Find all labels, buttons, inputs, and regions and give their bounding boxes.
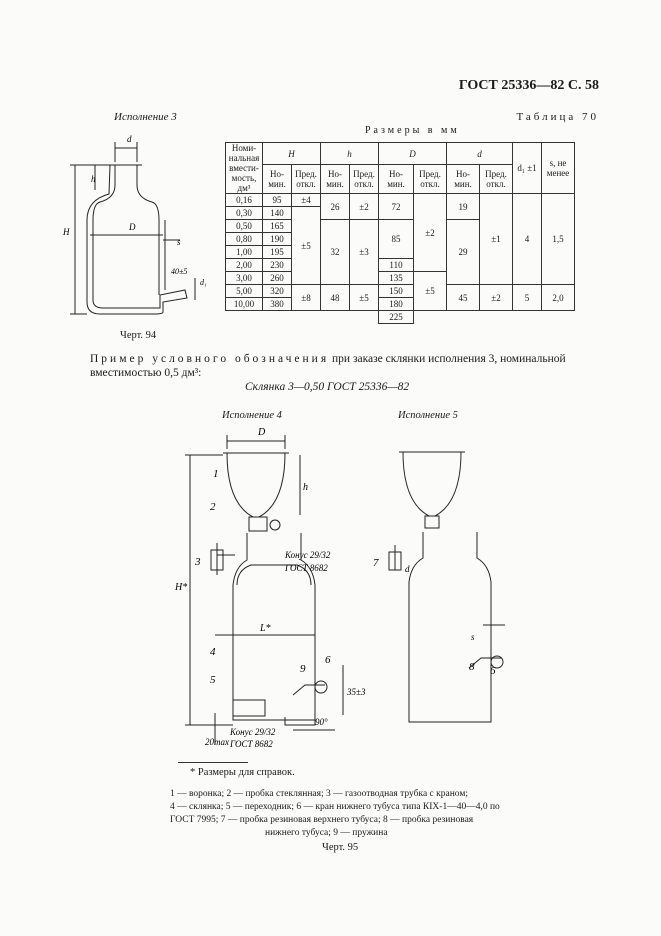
apparatus-drawing-variant4 — [175, 425, 380, 765]
variant5-title: Исполнение 5 — [398, 410, 458, 421]
legend-line-2: 4 — склянка; 5 — переходник; 6 — кран нижнего тубуса типа КIХ-1—40—4,0 по — [170, 802, 500, 812]
v5-callout-6: 6 — [490, 665, 496, 677]
th-nom: Но-мин. — [263, 165, 292, 194]
th-s: s, не менее — [542, 143, 575, 194]
cell: 3,00 — [226, 272, 263, 285]
cell: 26 — [321, 194, 350, 220]
cell: 2,0 — [542, 285, 575, 311]
cell: ±5 — [292, 207, 321, 285]
cell: 380 — [263, 298, 292, 311]
th-H: H — [263, 143, 321, 165]
apparatus-drawing-variant5 — [365, 440, 525, 740]
th-d: d — [447, 143, 513, 165]
v5-label-s: s — [471, 632, 475, 642]
figure-caption-95: Черт. 95 — [322, 842, 359, 853]
th-d1: d₁ ±1 — [513, 143, 542, 194]
cell: 0,16 — [226, 194, 263, 207]
cell: 19 — [447, 194, 480, 220]
legend-line-4: нижнего тубуса; 9 — пружина — [265, 828, 388, 838]
cell: 95 — [263, 194, 292, 207]
th-nom: Но-мин. — [321, 165, 350, 194]
v4-label-D: D — [258, 427, 266, 438]
cell: ±2 — [414, 194, 447, 272]
cell: 0,80 — [226, 233, 263, 246]
v5-label-d: d — [405, 564, 410, 574]
variant3-caption: Черт. 94 — [120, 330, 157, 341]
cell: 320 — [263, 285, 292, 298]
example-paragraph — [90, 352, 600, 380]
variant4-title: Исполнение 4 — [222, 410, 282, 421]
cell: 195 — [263, 246, 292, 259]
footnote-rule — [178, 762, 248, 763]
legend — [170, 788, 515, 840]
v3-label-angle: 40±5 — [171, 267, 188, 276]
legend-line-3: ГОСТ 7995; 7 — пробка резиновая верхнего тубуса; 8 — пробка резиновая — [170, 815, 474, 825]
th-dev: Пред. откл. — [292, 165, 321, 194]
cell: 260 — [263, 272, 292, 285]
cell: 45 — [447, 285, 480, 311]
cell: ±1 — [480, 194, 513, 285]
cell: 225 — [379, 311, 414, 324]
variant3-title: Исполнение 3 — [114, 111, 177, 123]
v4-callout-4: 4 — [210, 646, 216, 658]
cell: 5 — [513, 285, 542, 311]
v4-dim20: 20max — [205, 737, 229, 747]
cell: 85 — [379, 220, 414, 259]
cell: 0,50 — [226, 220, 263, 233]
v4-label-H: H* — [175, 582, 188, 593]
v4-label-h: h — [303, 482, 308, 493]
cell: 48 — [321, 285, 350, 311]
cell: ±2 — [350, 194, 379, 220]
v4-callout-5: 5 — [210, 674, 216, 686]
footnote: * Размеры для справок. — [190, 767, 295, 778]
th-nom: Но-мин. — [379, 165, 414, 194]
cell: 10,00 — [226, 298, 263, 311]
cell: ±5 — [414, 272, 447, 311]
cell: 165 — [263, 220, 292, 233]
flask-drawing-variant3 — [55, 130, 225, 330]
cell: 29 — [447, 220, 480, 285]
cell: ±2 — [480, 285, 513, 311]
th-volume: Номи-нальная вмести-мость, дм³ — [226, 143, 263, 194]
v4-callout-6: 6 — [325, 654, 331, 666]
table-title: Таблица 70 — [516, 111, 599, 123]
v3-label-h: h — [91, 174, 96, 184]
v4-callout-1: 1 — [213, 468, 219, 480]
v4-gost1: ГОСТ 8682 — [285, 563, 328, 573]
cell: 2,00 — [226, 259, 263, 272]
cell: ±4 — [292, 194, 321, 207]
cell: 0,30 — [226, 207, 263, 220]
cell: 5,00 — [226, 285, 263, 298]
cell: 140 — [263, 207, 292, 220]
cell: 1,5 — [542, 194, 575, 285]
dimensions-table — [225, 142, 575, 324]
v4-cone2: Конус 29/32 — [230, 727, 276, 737]
example-designation: Склянка 3—0,50 ГОСТ 25336—82 — [245, 381, 410, 393]
v3-label-s: s — [177, 237, 181, 247]
v4-callout-3: 3 — [195, 556, 201, 568]
v3-label-d: d — [127, 134, 132, 144]
cell: 190 — [263, 233, 292, 246]
cell: ±5 — [350, 285, 379, 311]
cell: 150 — [379, 285, 414, 298]
cell: 180 — [379, 298, 414, 311]
v5-callout-8: 8 — [469, 661, 475, 673]
v5-callout-7: 7 — [373, 557, 379, 569]
legend-line-1: 1 — воронка; 2 — пробка стеклянная; 3 — газоотводная трубка с краном; — [170, 789, 469, 799]
cell: ±8 — [292, 285, 321, 311]
v3-label-d1: d₁ — [200, 278, 207, 287]
v4-angle: 90° — [315, 717, 328, 727]
v3-label-D: D — [129, 222, 136, 232]
cell: 72 — [379, 194, 414, 220]
page-header: ГОСТ 25336—82 С. 58 — [458, 78, 599, 93]
cell: 1,00 — [226, 246, 263, 259]
cell: 4 — [513, 194, 542, 285]
cell: ±3 — [350, 220, 379, 285]
th-D: D — [379, 143, 447, 165]
v4-gost2: ГОСТ 8682 — [230, 739, 273, 749]
th-dev: Пред. откл. — [480, 165, 513, 194]
v4-callout-9: 9 — [300, 663, 306, 675]
cell: 230 — [263, 259, 292, 272]
v4-label-L: L* — [260, 623, 271, 634]
th-dev: Пред. откл. — [414, 165, 447, 194]
table-units: Размеры в мм — [365, 125, 460, 136]
th-nom: Но-мин. — [447, 165, 480, 194]
v3-label-H: H — [63, 227, 70, 237]
cell: 135 — [379, 272, 414, 285]
example-lead: Пример условного обозначения — [90, 353, 330, 365]
v4-callout-2: 2 — [210, 501, 216, 513]
cell: 32 — [321, 220, 350, 285]
v4-cone1: Конус 29/32 — [285, 550, 331, 560]
th-h: h — [321, 143, 379, 165]
v4-dim35: 35±3 — [347, 687, 366, 697]
cell: 110 — [379, 259, 414, 272]
example-text: при заказе склянки исполнения 3, номинальной вместимостью 0,5 дм³: — [90, 353, 566, 379]
th-dev: Пред. откл. — [350, 165, 379, 194]
